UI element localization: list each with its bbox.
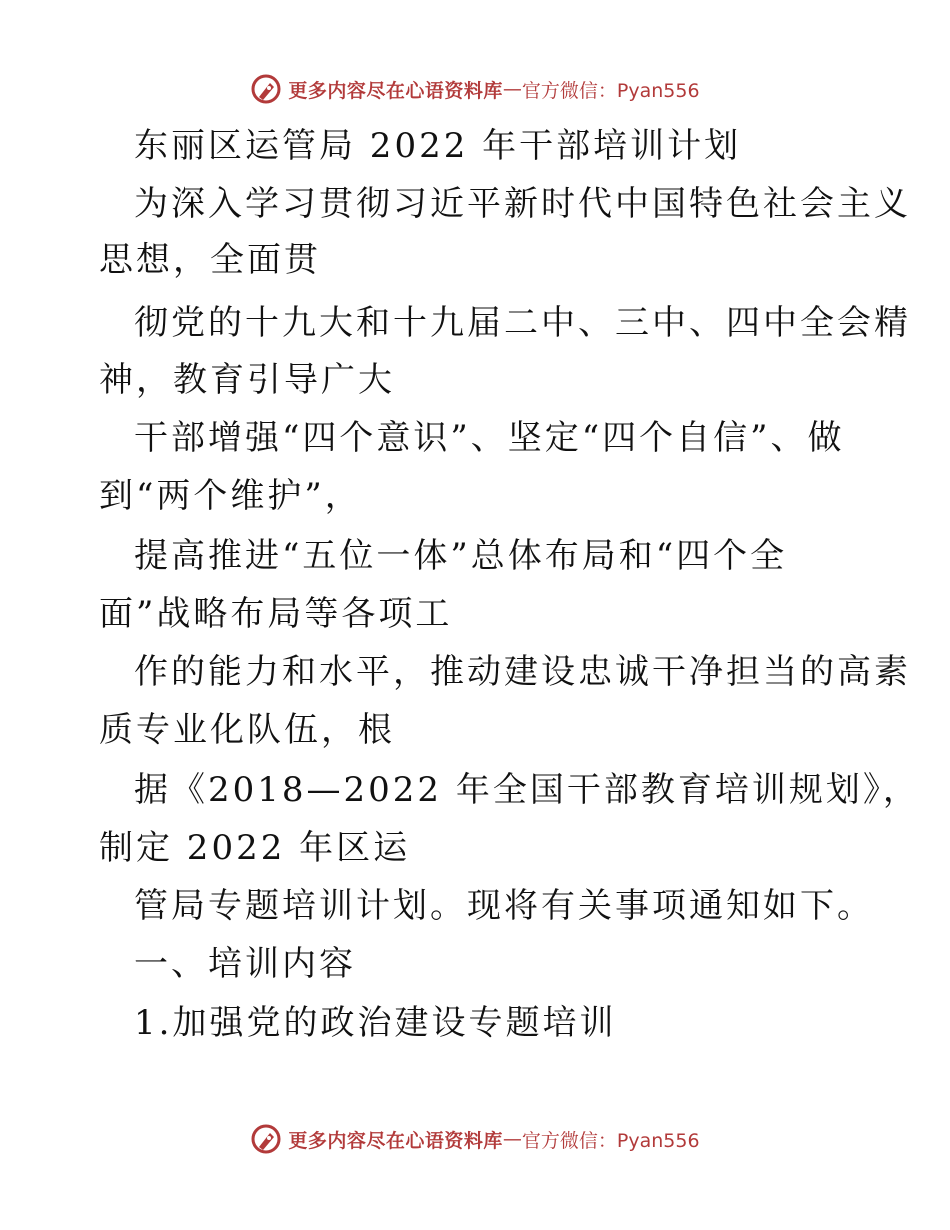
watermark-banner-bottom: [0, 1119, 950, 1159]
paragraph-line: 据《2018—2022 年全国干部教育培训规划》，: [134, 770, 920, 810]
watermark-dash: —: [502, 78, 522, 100]
paragraph-line: 思想，全面贯: [99, 240, 321, 280]
subsection-heading: 1.加强党的政治建设专题培训: [134, 1003, 617, 1043]
watermark-dash: —: [502, 1128, 522, 1150]
watermark-contact-text: 官方微信：Pyan556: [521, 79, 700, 102]
paragraph-line: 面”战略布局等各项工: [99, 594, 453, 634]
paragraph-line: 彻党的十九大和十九届二中、三中、四中全会精: [134, 303, 911, 343]
section-heading: 一、培训内容: [134, 944, 356, 984]
pen-nib-logo-icon: [250, 1123, 282, 1155]
watermark-lead-text: 更多内容尽在心语资料库: [288, 79, 503, 102]
paragraph-line: 质专业化队伍，根: [99, 710, 395, 750]
paragraph-line: 作的能力和水平，推动建设忠诚干净担当的高素: [134, 652, 911, 692]
paragraph-line: 管局专题培训计划。现将有关事项通知如下。: [134, 886, 874, 926]
watermark-contact-text: 官方微信：Pyan556: [521, 1129, 700, 1152]
paragraph-line: 干部增强“四个意识”、坚定“四个自信”、做: [134, 418, 845, 458]
paragraph-line: 为深入学习贯彻习近平新时代中国特色社会主义: [134, 184, 911, 224]
paragraph-line: 制定 2022 年区运: [99, 828, 411, 868]
paragraph-line: 神，教育引导广大: [99, 360, 395, 400]
paragraph-line: 提高推进“五位一体”总体布局和“四个全: [134, 536, 788, 576]
paragraph-line: 到“两个维护”，: [99, 476, 362, 516]
watermark-lead-text: 更多内容尽在心语资料库: [288, 1129, 503, 1152]
document-title: 东丽区运管局 2022 年干部培训计划: [134, 126, 742, 166]
